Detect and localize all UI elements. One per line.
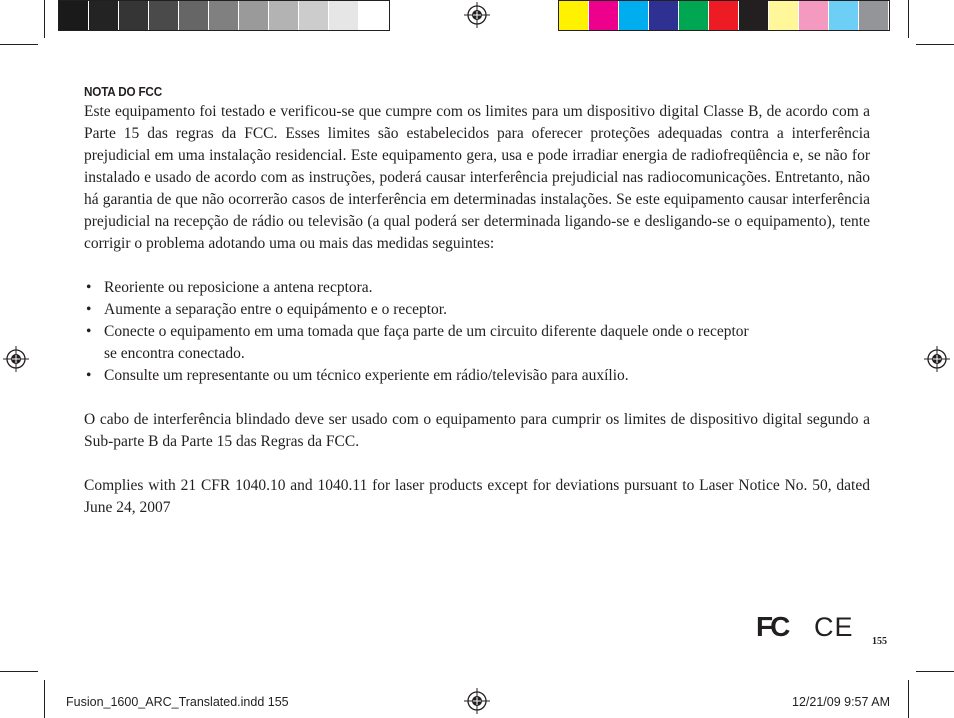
bullet-marker: •	[86, 301, 92, 318]
slug-date-time: 12/21/09 9:57 AM	[792, 695, 890, 709]
color-swatch	[769, 1, 799, 30]
color-swatch	[299, 1, 329, 30]
color-swatch	[739, 1, 769, 30]
color-swatch	[799, 1, 829, 30]
list-item: • Reoriente ou reposicione a antena recptora.	[84, 277, 870, 299]
bullet-marker: •	[86, 367, 92, 384]
registration-mark-icon	[464, 2, 490, 28]
list-item: • Conecte o equipamento em uma tomada que faça parte de um circuito diferente daquele onde o receptor se encontra conectado.	[84, 321, 870, 365]
crop-mark	[908, 0, 909, 38]
crop-mark	[916, 671, 954, 672]
slug-file-info: Fusion_1600_ARC_Translated.indd 155	[66, 695, 289, 709]
color-swatch	[269, 1, 299, 30]
color-swatch	[179, 1, 209, 30]
color-swatch	[619, 1, 649, 30]
svg-text:FC: FC	[756, 611, 788, 641]
crop-mark	[916, 44, 954, 45]
crop-mark	[908, 680, 909, 718]
certification-logos	[756, 609, 858, 643]
color-swatch	[89, 1, 119, 30]
registration-mark-icon	[464, 688, 490, 714]
page-number: 155	[872, 636, 887, 647]
color-swatch	[209, 1, 239, 30]
grayscale-color-bar	[58, 0, 390, 31]
color-swatch	[829, 1, 859, 30]
color-swatch	[679, 1, 709, 30]
color-swatch	[59, 1, 89, 30]
fcc-paragraph: Este equipamento foi testado e verificou-se que cumpre com os limites para um dispositivo digital Classe B, de acordo com a Parte 15 das regras da FCC. Esses limites são estabelecidos para oferecer proteções adequadas contra a interferência prejudicial em uma instalação residencial. Este equipamento gera, usa e pode irradiar energia de radiofreqüência e, se não for instalado e usado de acordo com as instruções, poderá causar interferência prejudicial nas radiocomunicações. Entretanto, não há garantia de que não ocorrerão casos de interferência em determinadas instalações. Se este equipamento causar interferência prejudicial na recepção de rádio ou televisão (a qual poderá ser determinada ligando-se e desligando-se o equipamento), tente corrigir o problema adotando uma ou mais das medidas seguintes:	[84, 103, 870, 252]
color-swatch	[149, 1, 179, 30]
crop-mark	[44, 680, 45, 718]
fcc-logo-icon	[756, 611, 796, 641]
crop-mark	[0, 671, 38, 672]
bullet-marker: •	[86, 323, 92, 340]
bullet-marker: •	[86, 279, 92, 296]
svg-text:CE: CE	[814, 612, 854, 641]
color-swatch	[239, 1, 269, 30]
crop-mark	[0, 44, 38, 45]
color-swatch	[329, 1, 359, 30]
registration-mark-icon	[3, 346, 29, 372]
laser-compliance-paragraph: Complies with 21 CFR 1040.10 and 1040.11 for laser products except for deviations pursuant to Laser Notice No. 50, dated June 24, 2007	[84, 477, 870, 516]
color-swatch	[649, 1, 679, 30]
color-swatch	[589, 1, 619, 30]
color-swatch	[709, 1, 739, 30]
fcc-notice	[84, 83, 870, 519]
color-swatch	[859, 1, 889, 30]
measures-list	[84, 277, 870, 387]
list-item: • Consulte um representante ou um técnico experiente em rádio/televisão para auxílio.	[84, 365, 870, 387]
color-swatch	[359, 1, 389, 30]
ce-mark-icon	[814, 611, 858, 641]
registration-mark-icon	[924, 346, 950, 372]
color-swatch	[559, 1, 589, 30]
shielded-cable-paragraph: O cabo de interferência blindado deve ser usado com o equipamento para cumprir os limites de dispositivo digital segundo a Sub-parte B da Parte 15 das Regras da FCC.	[84, 411, 870, 450]
crop-mark	[44, 0, 45, 38]
list-item-continuation: se encontra conectado.	[104, 345, 245, 362]
process-color-bar	[558, 0, 890, 31]
color-swatch	[119, 1, 149, 30]
section-heading: NOTA DO FCC	[84, 84, 162, 99]
list-item: • Aumente a separação entre o equipámento e o receptor.	[84, 299, 870, 321]
